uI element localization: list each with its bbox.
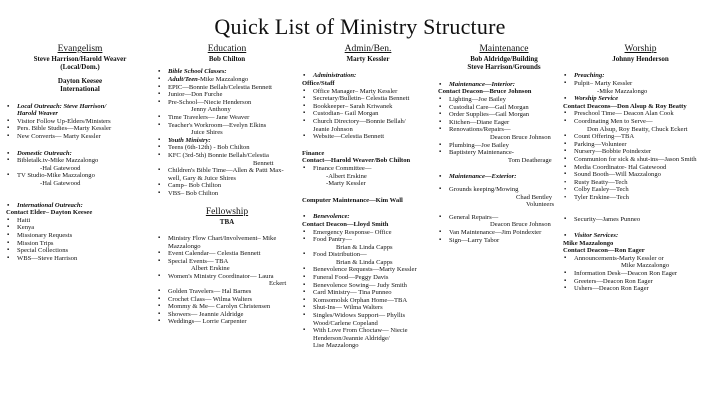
- fellowship-heading: Fellowship: [205, 206, 249, 217]
- worship-service-heading: • Worship Service: [563, 95, 718, 103]
- list-item: ▪ Announcements-Marty Kessler or: [563, 255, 718, 263]
- list-item: ▪ Food Distribution—: [302, 251, 434, 259]
- list-item: ▪ Plumbing—Joe Bailey: [438, 142, 570, 150]
- list-item: ▪ Office Manager– Marty Kessler: [302, 88, 434, 96]
- list-item: ▪ Ushers—Deacon Ron Eager: [563, 285, 718, 293]
- list-item: Mazzalongo: [168, 242, 201, 250]
- evangelism-leader: Steve Harrison/Harold Weaver: [33, 55, 127, 63]
- list-item: ▪ Sound Booth—Will Mazzalongo: [563, 171, 718, 179]
- list-item: ▪ Children's Bible Time—Allen & Patti Max-: [157, 167, 297, 175]
- list-item: ▪ Mission Trips: [6, 240, 154, 248]
- admin-heading: Admin/Ben.: [344, 44, 392, 54]
- list-item: ▪ Showers— Jeannie Aldridge: [157, 311, 297, 319]
- list-item: Chad Bentley: [516, 193, 553, 201]
- list-item: ▪ Card Ministry— Tina Punneo: [302, 289, 434, 297]
- list-item: ▪ Count Offering—TBA: [563, 133, 718, 141]
- list-item: ▪ Baptistery Maintenance-: [438, 149, 570, 157]
- international-contact: Contact Elder– Dayton Keesee: [6, 209, 93, 217]
- list-item: Deacon Bruce Johnson: [490, 133, 551, 141]
- worship-column: [563, 44, 718, 293]
- list-item: ▪ Sign—Larry Tabor: [438, 237, 570, 245]
- list-item: ▪ Visitor Follow Up-Elders/Ministers: [6, 118, 154, 126]
- list-item: ▪ Custodial Care—Gail Morgan: [438, 104, 570, 112]
- list-item: ▪ VBS– Bob Chilton: [157, 190, 297, 198]
- finance-heading: Finance: [302, 149, 325, 157]
- list-item: ▪ EPIC—Bonnie Bellah/Celestia Bennett: [157, 84, 297, 92]
- list-item: ▪ Teens (6th-12th) - Bob Chilton: [157, 144, 297, 152]
- worship-heading: Worship: [624, 44, 657, 54]
- administration-heading: • Administration:: [302, 72, 434, 80]
- list-item: ▪ Junior—Don Furche: [157, 91, 297, 99]
- interior-heading: • Maintenance—Interior:: [438, 81, 570, 89]
- list-item: ▪ Parking—Volunteer: [563, 141, 718, 149]
- local-outreach-heading-cont: Harold Weaver: [17, 110, 58, 118]
- list-item: Henderson/Jeannie Aldridge/: [313, 334, 390, 342]
- list-item: ▪ Pulpit– Marty Kessler: [563, 80, 718, 88]
- list-item: ▪ Information Desk—Deacon Ron Eager: [563, 270, 718, 278]
- list-item: Brian & Linda Capps: [336, 258, 393, 266]
- list-item: ▪ TV Studio-Mike Mazzalongo: [6, 172, 154, 180]
- list-item: ▪ Funeral Food—Peggy Davis: [302, 274, 434, 282]
- list-item: ▪ Komsomolsk Orphan Home—TBA: [302, 297, 434, 305]
- list-item: • Rusty Beatty—Tech: [563, 179, 718, 187]
- bible-classes-heading: • Bible School Classes:: [157, 68, 297, 76]
- list-item: ▪ Van Maintenance—Jim Poindexter: [438, 229, 570, 237]
- list-item: ▪ Order Supplies—Gail Morgan: [438, 111, 570, 119]
- finance-contact: Contact—Harold Weaver/Bob Chilton: [302, 157, 411, 165]
- list-item: ▪ Finance Committee—: [302, 165, 434, 173]
- visitor-services-heading: • Visitor Services:: [563, 232, 718, 240]
- list-item: ▪ Emergency Response– Office: [302, 229, 434, 237]
- list-item: Albert Erskine: [191, 265, 230, 273]
- list-item: ▪ Crochet Class— Wilma Walters: [157, 296, 297, 304]
- list-item: ▪ Haiti: [6, 217, 154, 225]
- list-item: ▪ Nursery—Bobbie Poindexter: [563, 148, 718, 156]
- list-item: -Albert Erskine: [326, 172, 367, 180]
- list-item: ▪ WBS—Steve Harrison: [6, 255, 154, 263]
- list-item: Volunteers: [526, 201, 555, 209]
- exterior-heading: • Maintenance—Exterior:: [438, 173, 570, 181]
- worship-leader: Johnny Henderson: [612, 55, 669, 63]
- fellowship-leader: TBA: [219, 217, 235, 226]
- list-item: Bennett: [253, 159, 274, 167]
- list-item: ▪ Time Travelers— Jane Weaver: [157, 114, 297, 122]
- list-item: -Hal Gatewood: [40, 179, 81, 187]
- list-item: -Marty Kessler: [326, 180, 366, 188]
- list-item: ▪ Ministry Flow Chart/Involvement– Mike: [157, 235, 297, 243]
- maintenance-heading: Maintenance: [479, 44, 529, 54]
- domestic-outreach-heading: • Domestic Outreach:: [6, 150, 154, 158]
- list-item: ▪ Golden Travelers— Hal Barnes: [157, 288, 297, 296]
- list-item: ▪ Bookkeeper– Sarah Kriwanek: [302, 103, 434, 111]
- benevolence-contact: Contact Deacon—Lloyd Smith: [302, 220, 389, 228]
- worship-service-contact: Contact Deacons—Don Alsup & Roy Beatty: [563, 102, 687, 110]
- benevolence-heading: • Benevolence:: [302, 213, 434, 221]
- list-item: Don Alsup, Roy Beatty, Chuck Eckert: [587, 125, 688, 133]
- visitor-services-lead: Mike Mazzalongo: [563, 239, 614, 247]
- list-item: Mike Mazzalongo: [621, 262, 670, 270]
- list-item: Deacon Bruce Johnson: [490, 221, 551, 229]
- list-item: ▪ Food Pantry—: [302, 236, 434, 244]
- list-item: • Colby Easley—Tech: [563, 186, 718, 194]
- list-item: ▪ Special Collections: [6, 247, 154, 255]
- list-item: Wood/Carlene Copeland: [313, 319, 378, 327]
- list-item: ▪ Pers. Bible Studies—Marty Kessler: [6, 125, 154, 133]
- list-item: ▪ Website—Celestia Bennett: [302, 133, 434, 141]
- list-item: -Mike Mazzalongo: [597, 87, 648, 95]
- local-outreach-heading: • Local Outreach: Steve Harrison/: [6, 103, 154, 111]
- education-heading: Education: [207, 44, 247, 54]
- list-item: ▪ Camp– Bob Chilton: [157, 182, 297, 190]
- list-item: ▪ Missionary Requests: [6, 232, 154, 240]
- list-item: Brian & Linda Capps: [336, 243, 393, 251]
- list-item: ▪ Communion for sick & shut-ins—Jason Smith: [563, 156, 718, 164]
- admin-column: [302, 44, 434, 350]
- maintenance-building-leader: Bob Aldridge/Building: [470, 55, 538, 63]
- admin-leader: Marty Kessler: [346, 55, 390, 63]
- list-item: ▪ Grounds keeping/Mowing: [438, 186, 570, 194]
- list-item: ▪ New Converts— Marty Kessler: [6, 133, 154, 141]
- office-staff-heading: Office/Staff: [302, 80, 335, 87]
- page-title: Quick List of Ministry Structure: [214, 14, 506, 39]
- list-item: ▪ KFC (3rd-5th) Bonnie Bellah/Celestia: [157, 152, 297, 160]
- list-item: ▪ Media Coordinator- Hal Gatewood: [563, 164, 718, 172]
- list-item: ▪ Benevolence Requests—Marty Kessler: [302, 266, 434, 274]
- interior-contact: Contact Deacon—Bruce Johnson: [438, 88, 532, 96]
- list-item: ▪ Teacher's Workroom—Evelyn Elkins: [157, 122, 297, 130]
- list-item: ▪ Church Directory—Bonnie Bellah/: [302, 118, 434, 126]
- maintenance-grounds-leader: Steve Harrison/Grounds: [467, 63, 541, 72]
- list-item: -Hal Gatewood: [40, 164, 81, 172]
- list-item: Jenny Anthony: [191, 106, 231, 114]
- list-item: ▪ Security—James Punneo: [563, 216, 718, 224]
- list-item: Jeanie Johnson: [313, 125, 353, 133]
- youth-ministry-heading: ▪ Youth Ministry:: [157, 137, 297, 145]
- list-item: ▪ Kitchen—Diane Eager: [438, 119, 570, 127]
- list-item: ▪ Lighting—Joe Bailey: [438, 96, 570, 104]
- list-item: ▪ Pre-School—Niecie Henderson: [157, 99, 297, 107]
- list-item: Eckert: [269, 280, 287, 288]
- maintenance-column: [438, 44, 570, 244]
- list-item: ▪ Mommy & Me— Carolyn Christensen: [157, 303, 297, 311]
- list-item: ▪ Bibletalk.tv-Mike Mazzalongo: [6, 157, 154, 165]
- list-item: ▪ Coordinating Men to Serve—: [563, 118, 718, 126]
- list-item: ▪ Renovations/Repairs—: [438, 126, 570, 134]
- list-item: ▪ With Love From Choctaw— Niecie: [302, 327, 434, 335]
- list-item: ▪ Adult/Teen-Mike Mazzalongo: [157, 76, 297, 84]
- computer-maintenance: Computer Maintenance—Kim Wall: [302, 196, 403, 204]
- list-item: Lise Mazzalongo: [313, 342, 359, 350]
- list-item: ▪ Shut-Ins— Wilma Walters: [302, 304, 434, 312]
- evangelism-heading: Evangelism: [57, 44, 103, 54]
- list-item: ▪ Greeters—Deacon Ron Eager: [563, 278, 718, 286]
- list-item: ▪ Custodian– Gail Morgan: [302, 110, 434, 118]
- evangelism-intl-label: International: [60, 85, 100, 94]
- list-item: ▪ Event Calendar— Celestia Bennett: [157, 250, 297, 258]
- list-item: well, Gary & Juice Shires: [168, 174, 236, 182]
- list-item: ▪ Secretary/Bulletin– Celestia Bennett: [302, 95, 434, 103]
- preaching-heading: • Preaching:: [563, 72, 718, 80]
- evangelism-leader-scope: (Local/Dom.): [60, 63, 100, 72]
- list-item: ▪ Benevolence Sowing— Judy Smith: [302, 282, 434, 290]
- evangelism-intl-leader: Dayton Keesee: [57, 76, 103, 85]
- list-item: Juice Shires: [191, 129, 223, 137]
- list-item: ▪ Women's Ministry Coordinator— Laura: [157, 273, 297, 281]
- list-item: Tom Deatherage: [508, 156, 552, 164]
- list-item: ▪ Singles/Widows Support— Phyllis: [302, 312, 434, 320]
- list-item: ▪ General Repairs—: [438, 214, 570, 222]
- list-item: ▪ Kenya: [6, 224, 154, 232]
- evangelism-column: [6, 44, 154, 262]
- education-column: [157, 44, 297, 326]
- list-item: ▪ Preschool Time— Deacon Alan Cook: [563, 110, 718, 118]
- list-item: ▪ Weddings— Lorrie Carpenter: [157, 318, 297, 326]
- international-outreach-heading: • International Outreach:: [6, 202, 154, 210]
- list-item: • Tyler Erskine—Tech: [563, 194, 718, 202]
- education-leader: Bob Chilton: [208, 55, 246, 63]
- list-item: ▪ Special Events— TBA: [157, 258, 297, 266]
- visitor-services-contact: Contact Deacon—Ron Eager: [563, 247, 645, 255]
